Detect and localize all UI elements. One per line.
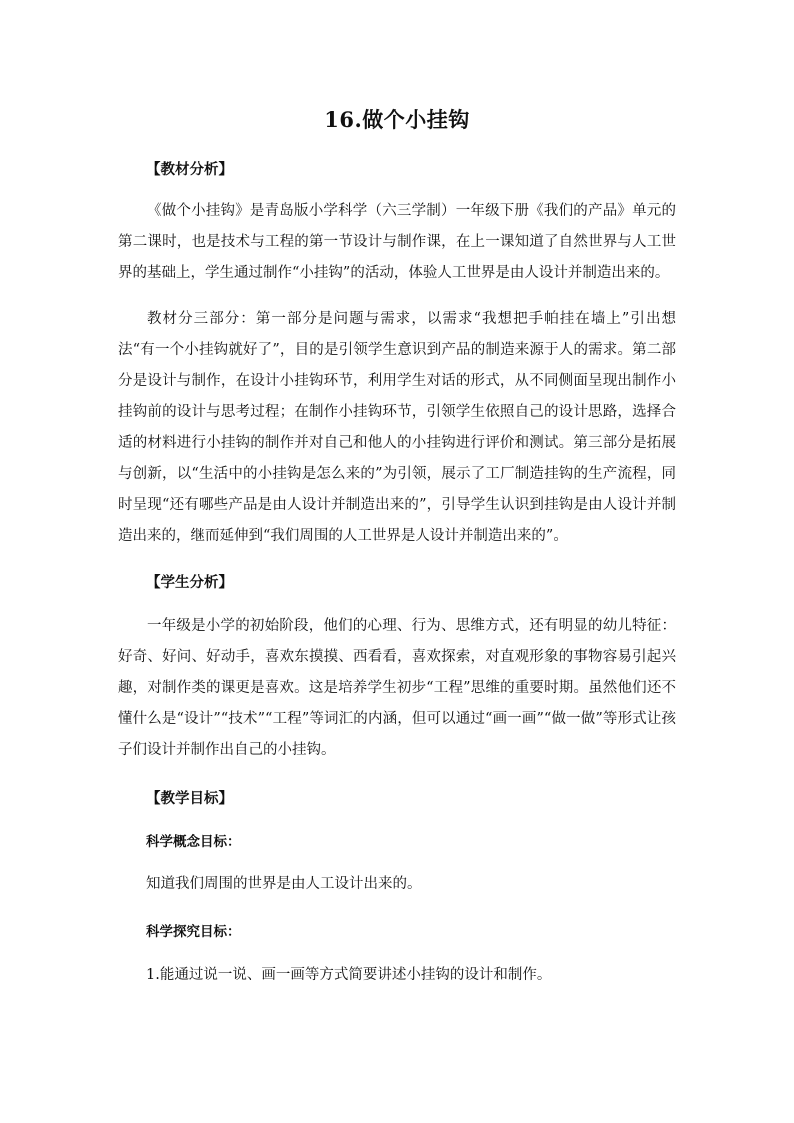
section-heading-teaching-goals: [118, 787, 676, 808]
heading-text: 【教材分析】: [146, 162, 233, 178]
paragraph-textbook-2: [118, 304, 676, 552]
paragraph-text: 一年级是小学的初始阶段，他们的心理、行为、思维方式，还有明显的幼儿特征：好奇、好问、好动手，喜欢东摸摸、西看看，喜欢探索，对直观形象的事物容易引起兴趣，对制作类的课更是喜欢。这是培养学生初步“工程”思维的重要时期。虽然他们还不懂什么是“设计”“技术”“工程”等词汇的内涵，但可以通过“画一画”“做一做”等形式让孩子们设计并制作出自己的小挂钩。: [118, 618, 676, 758]
inquiry-goal-item-1: [118, 960, 676, 991]
paragraph-text: 知道我们周围的世界是由人工设计出来的。: [146, 876, 422, 892]
sub-heading-text: 科学探究目标：: [146, 924, 241, 940]
sub-heading-text: 科学概念目标：: [146, 834, 241, 850]
page-title: 16.做个小挂钩: [324, 107, 470, 132]
paragraph-student-1: [118, 611, 676, 766]
paragraph-text: 教材分三部分：第一部分是问题与需求，以需求“我想把手帕挂在墙上”引出想法“有一个小挂钩就好了”，目的是引领学生意识到产品的制造来源于人的需求。第二部分是设计与制作，在设计小挂钩环节，利用学生对话的形式，从不同侧面呈现出制作小挂钩前的设计与思考过程；在制作小挂钩环节，引领学生依照自己的设计思路，选择合适的材料进行小挂钩的制作并对自己和他人的小挂钩进行评价和测试。第三部分是拓展与创新，以“生活中的小挂钩是怎么来的”为引领，展示了工厂制造挂钩的生产流程，同时呈现“还有哪些产品是由人设计并制造出来的”，引导学生认识到挂钩是由人设计并制造出来的，继而延伸到“我们周围的人工世界是人设计并制造出来的”。: [118, 311, 676, 544]
paragraph-text: 1.能通过说一说、画一画等方式简要讲述小挂钩的设计和制作。: [146, 967, 552, 983]
concept-goal-text: [118, 869, 676, 900]
paragraph-text: 《做个小挂钩》是青岛版小学科学（六三学制）一年级下册《我们的产品》单元的第二课时，也是技术与工程的第一节设计与制作课，在上一课知道了自然世界与人工世界的基础上，学生通过制作“小挂钩”的活动，体验人工世界是由人设计并制造出来的。: [118, 203, 676, 281]
section-heading-student-analysis: [118, 571, 676, 592]
paragraph-textbook-1: [118, 196, 676, 289]
section-heading-textbook-analysis: [118, 158, 676, 179]
heading-text: 【学生分析】: [146, 575, 233, 591]
sub-heading-inquiry-goal: [118, 920, 676, 940]
sub-heading-concept-goal: [118, 830, 676, 850]
heading-text: 【教学目标】: [146, 791, 233, 807]
